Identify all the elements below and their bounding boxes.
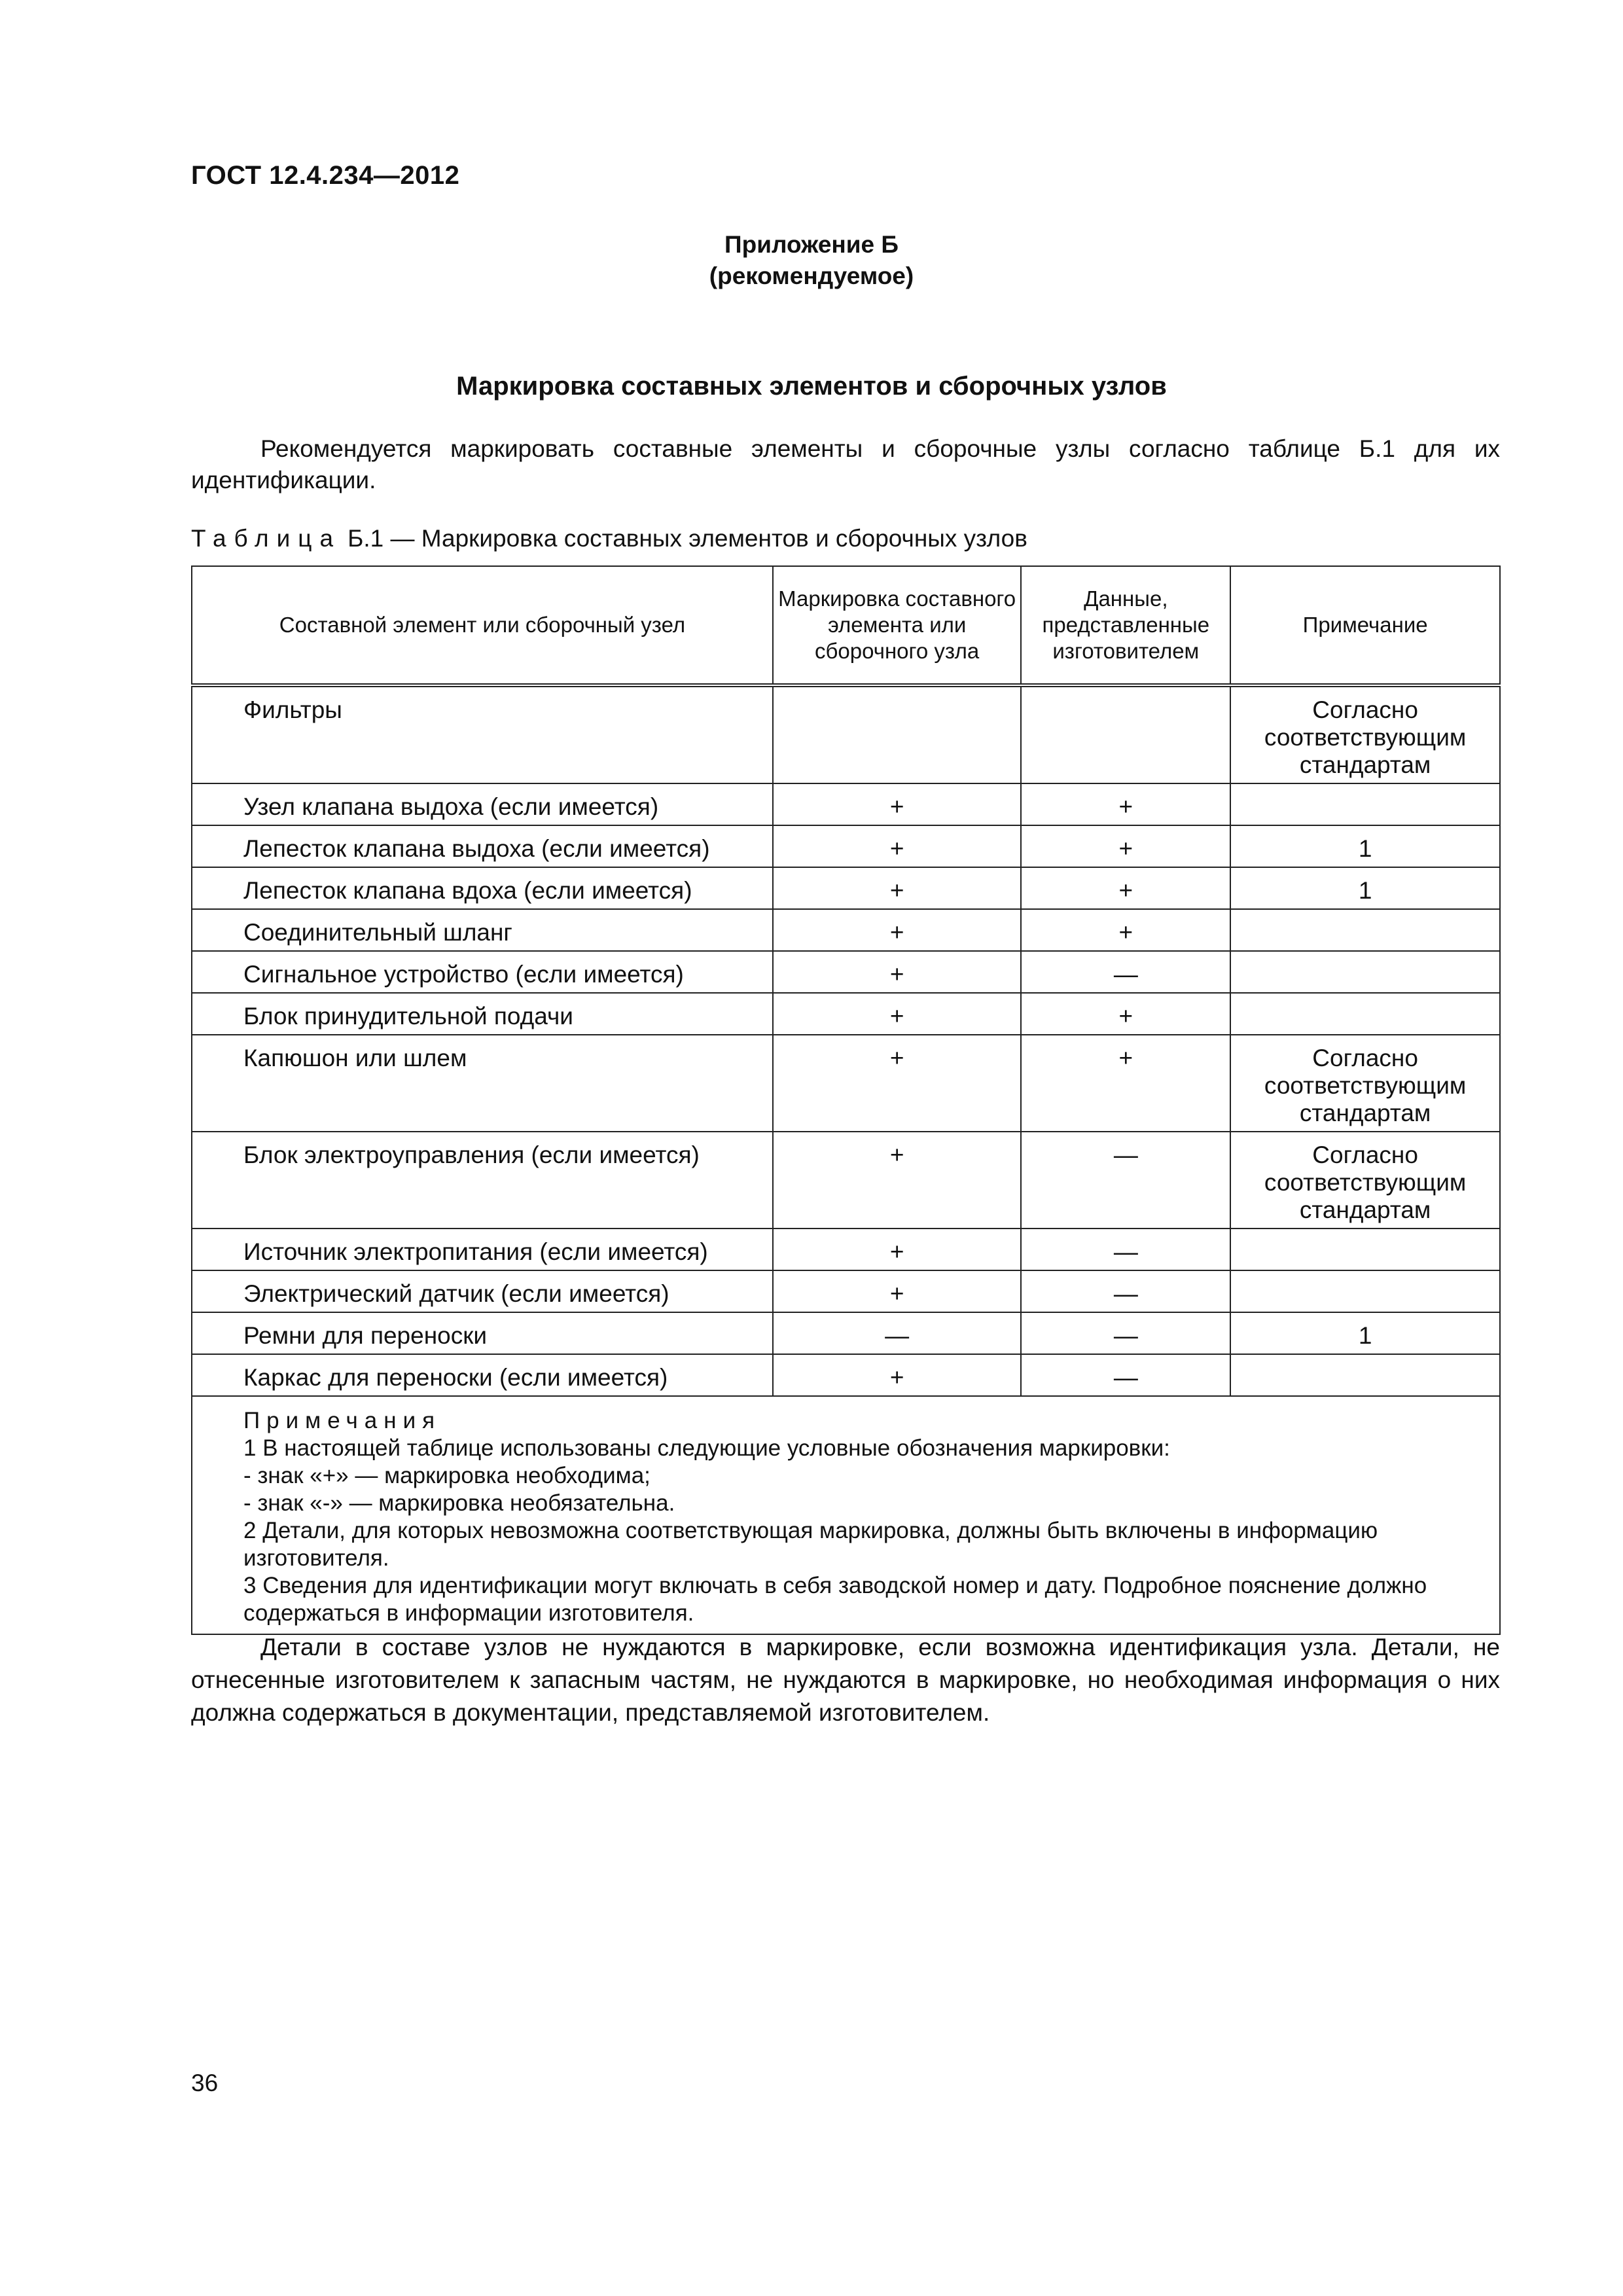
table-row: [192, 909, 1500, 951]
cell-manufacturer-data: —: [1021, 1312, 1230, 1354]
cell-element: Ремни для переноски: [192, 1312, 773, 1354]
cell-marking: +: [773, 783, 1022, 825]
cell-manufacturer-data: —: [1021, 1132, 1230, 1229]
intro-paragraph: Рекомендуется маркировать составные элементы и сборочные узлы согласно таблице Б.1 для их идентификации.: [191, 435, 1500, 493]
cell-marking: +: [773, 909, 1022, 951]
header-manufacturer-data: Данные, представленные изготовителем: [1021, 566, 1230, 685]
closing-paragraph: Детали в составе узлов не нуждаются в маркировке, если возможна идентификация узла. Детали, не отнесенные изготовителем к запасным частям, не нуждаются в маркировке, но необходимая информация о них должна содержаться в документации, представляемой изготовителем.: [191, 1634, 1500, 1726]
cell-element: Блок принудительной подачи: [192, 993, 773, 1035]
cell-element: Узел клапана выдоха (если имеется): [192, 783, 773, 825]
notes-row: [192, 1396, 1500, 1634]
cell-element: Каркас для переноски (если имеется): [192, 1354, 773, 1396]
header-marking: Маркировка составного элемента или сборочного узла: [773, 566, 1022, 685]
table-caption: [191, 525, 1027, 552]
cell-element: Лепесток клапана вдоха (если имеется): [192, 867, 773, 909]
table-body: [192, 685, 1500, 1396]
table-row: [192, 783, 1500, 825]
cell-note: [1230, 993, 1500, 1035]
cell-note: Согласно соответствующим стандартам: [1230, 1035, 1500, 1132]
cell-marking: +: [773, 1229, 1022, 1270]
note-line: 3 Сведения для идентификации могут включать в себя заводской номер и дату. Подробное пояснение должно содержаться в информации изготовителя.: [243, 1573, 1427, 1626]
table-row: [192, 1132, 1500, 1229]
cell-note: [1230, 1229, 1500, 1270]
cell-marking: —: [773, 1312, 1022, 1354]
cell-marking: +: [773, 825, 1022, 867]
cell-element: Капюшон или шлем: [192, 1035, 773, 1132]
cell-manufacturer-data: +: [1021, 825, 1230, 867]
cell-manufacturer-data: —: [1021, 951, 1230, 993]
table-row: [192, 1354, 1500, 1396]
page-number: 36: [191, 2070, 219, 2096]
cell-manufacturer-data: +: [1021, 1035, 1230, 1132]
cell-element: Соединительный шланг: [192, 909, 773, 951]
table-caption-label: Таблица: [191, 525, 342, 552]
table-row: [192, 685, 1500, 783]
cell-marking: +: [773, 1132, 1022, 1229]
cell-manufacturer-data: —: [1021, 1270, 1230, 1312]
cell-manufacturer-data: +: [1021, 867, 1230, 909]
cell-element: Блок электроуправления (если имеется): [192, 1132, 773, 1229]
cell-marking: +: [773, 993, 1022, 1035]
table-row: [192, 1229, 1500, 1270]
table-caption-text: Б.1 — Маркировка составных элементов и сборочных узлов: [348, 525, 1027, 552]
table-row: [192, 825, 1500, 867]
cell-marking: +: [773, 1035, 1022, 1132]
cell-note: [1230, 1354, 1500, 1396]
cell-marking: [773, 685, 1022, 783]
cell-manufacturer-data: +: [1021, 993, 1230, 1035]
header-note: Примечание: [1230, 566, 1500, 685]
note-line: - знак «-» — маркировка необязательна.: [243, 1490, 675, 1516]
appendix-subtitle: (рекомендуемое): [709, 262, 914, 289]
note-line: - знак «+» — маркировка необходима;: [243, 1463, 651, 1488]
cell-marking: +: [773, 867, 1022, 909]
note-line: 1 В настоящей таблице использованы следующие условные обозначения маркировки:: [243, 1435, 1170, 1461]
cell-manufacturer-data: —: [1021, 1354, 1230, 1396]
cell-marking: +: [773, 951, 1022, 993]
appendix-title: Приложение Б: [724, 231, 899, 258]
cell-note: [1230, 909, 1500, 951]
cell-manufacturer-data: +: [1021, 783, 1230, 825]
cell-element: Электрический датчик (если имеется): [192, 1270, 773, 1312]
cell-note: Согласно соответствующим стандартам: [1230, 1132, 1500, 1229]
table-row: [192, 1270, 1500, 1312]
table-row: [192, 993, 1500, 1035]
table-row: [192, 1312, 1500, 1354]
marking-table: [191, 565, 1501, 1635]
cell-element: Лепесток клапана выдоха (если имеется): [192, 825, 773, 867]
appendix-heading: [0, 229, 1623, 292]
table-row: [192, 867, 1500, 909]
cell-manufacturer-data: +: [1021, 909, 1230, 951]
header-element: Составной элемент или сборочный узел: [192, 566, 773, 685]
cell-element: Источник электропитания (если имеется): [192, 1229, 773, 1270]
notes-cell: [192, 1396, 1500, 1634]
cell-marking: +: [773, 1354, 1022, 1396]
note-line: 2 Детали, для которых невозможна соответствующая маркировка, должны быть включены в информацию изготовителя.: [243, 1518, 1378, 1571]
table-row: [192, 951, 1500, 993]
document-code: ГОСТ 12.4.234—2012: [191, 161, 460, 190]
cell-note: 1: [1230, 867, 1500, 909]
cell-note: Согласно соответствующим стандартам: [1230, 685, 1500, 783]
cell-note: 1: [1230, 1312, 1500, 1354]
section-title: Маркировка составных элементов и сборочных узлов: [456, 372, 1167, 401]
cell-marking: +: [773, 1270, 1022, 1312]
cell-element: Фильтры: [192, 685, 773, 783]
cell-manufacturer-data: [1021, 685, 1230, 783]
cell-element: Сигнальное устройство (если имеется): [192, 951, 773, 993]
cell-note: [1230, 783, 1500, 825]
cell-note: [1230, 1270, 1500, 1312]
table-row: [192, 1035, 1500, 1132]
cell-note: [1230, 951, 1500, 993]
table-header-row: [192, 566, 1500, 685]
cell-manufacturer-data: —: [1021, 1229, 1230, 1270]
cell-note: 1: [1230, 825, 1500, 867]
notes-heading: Примечания: [243, 1408, 442, 1433]
